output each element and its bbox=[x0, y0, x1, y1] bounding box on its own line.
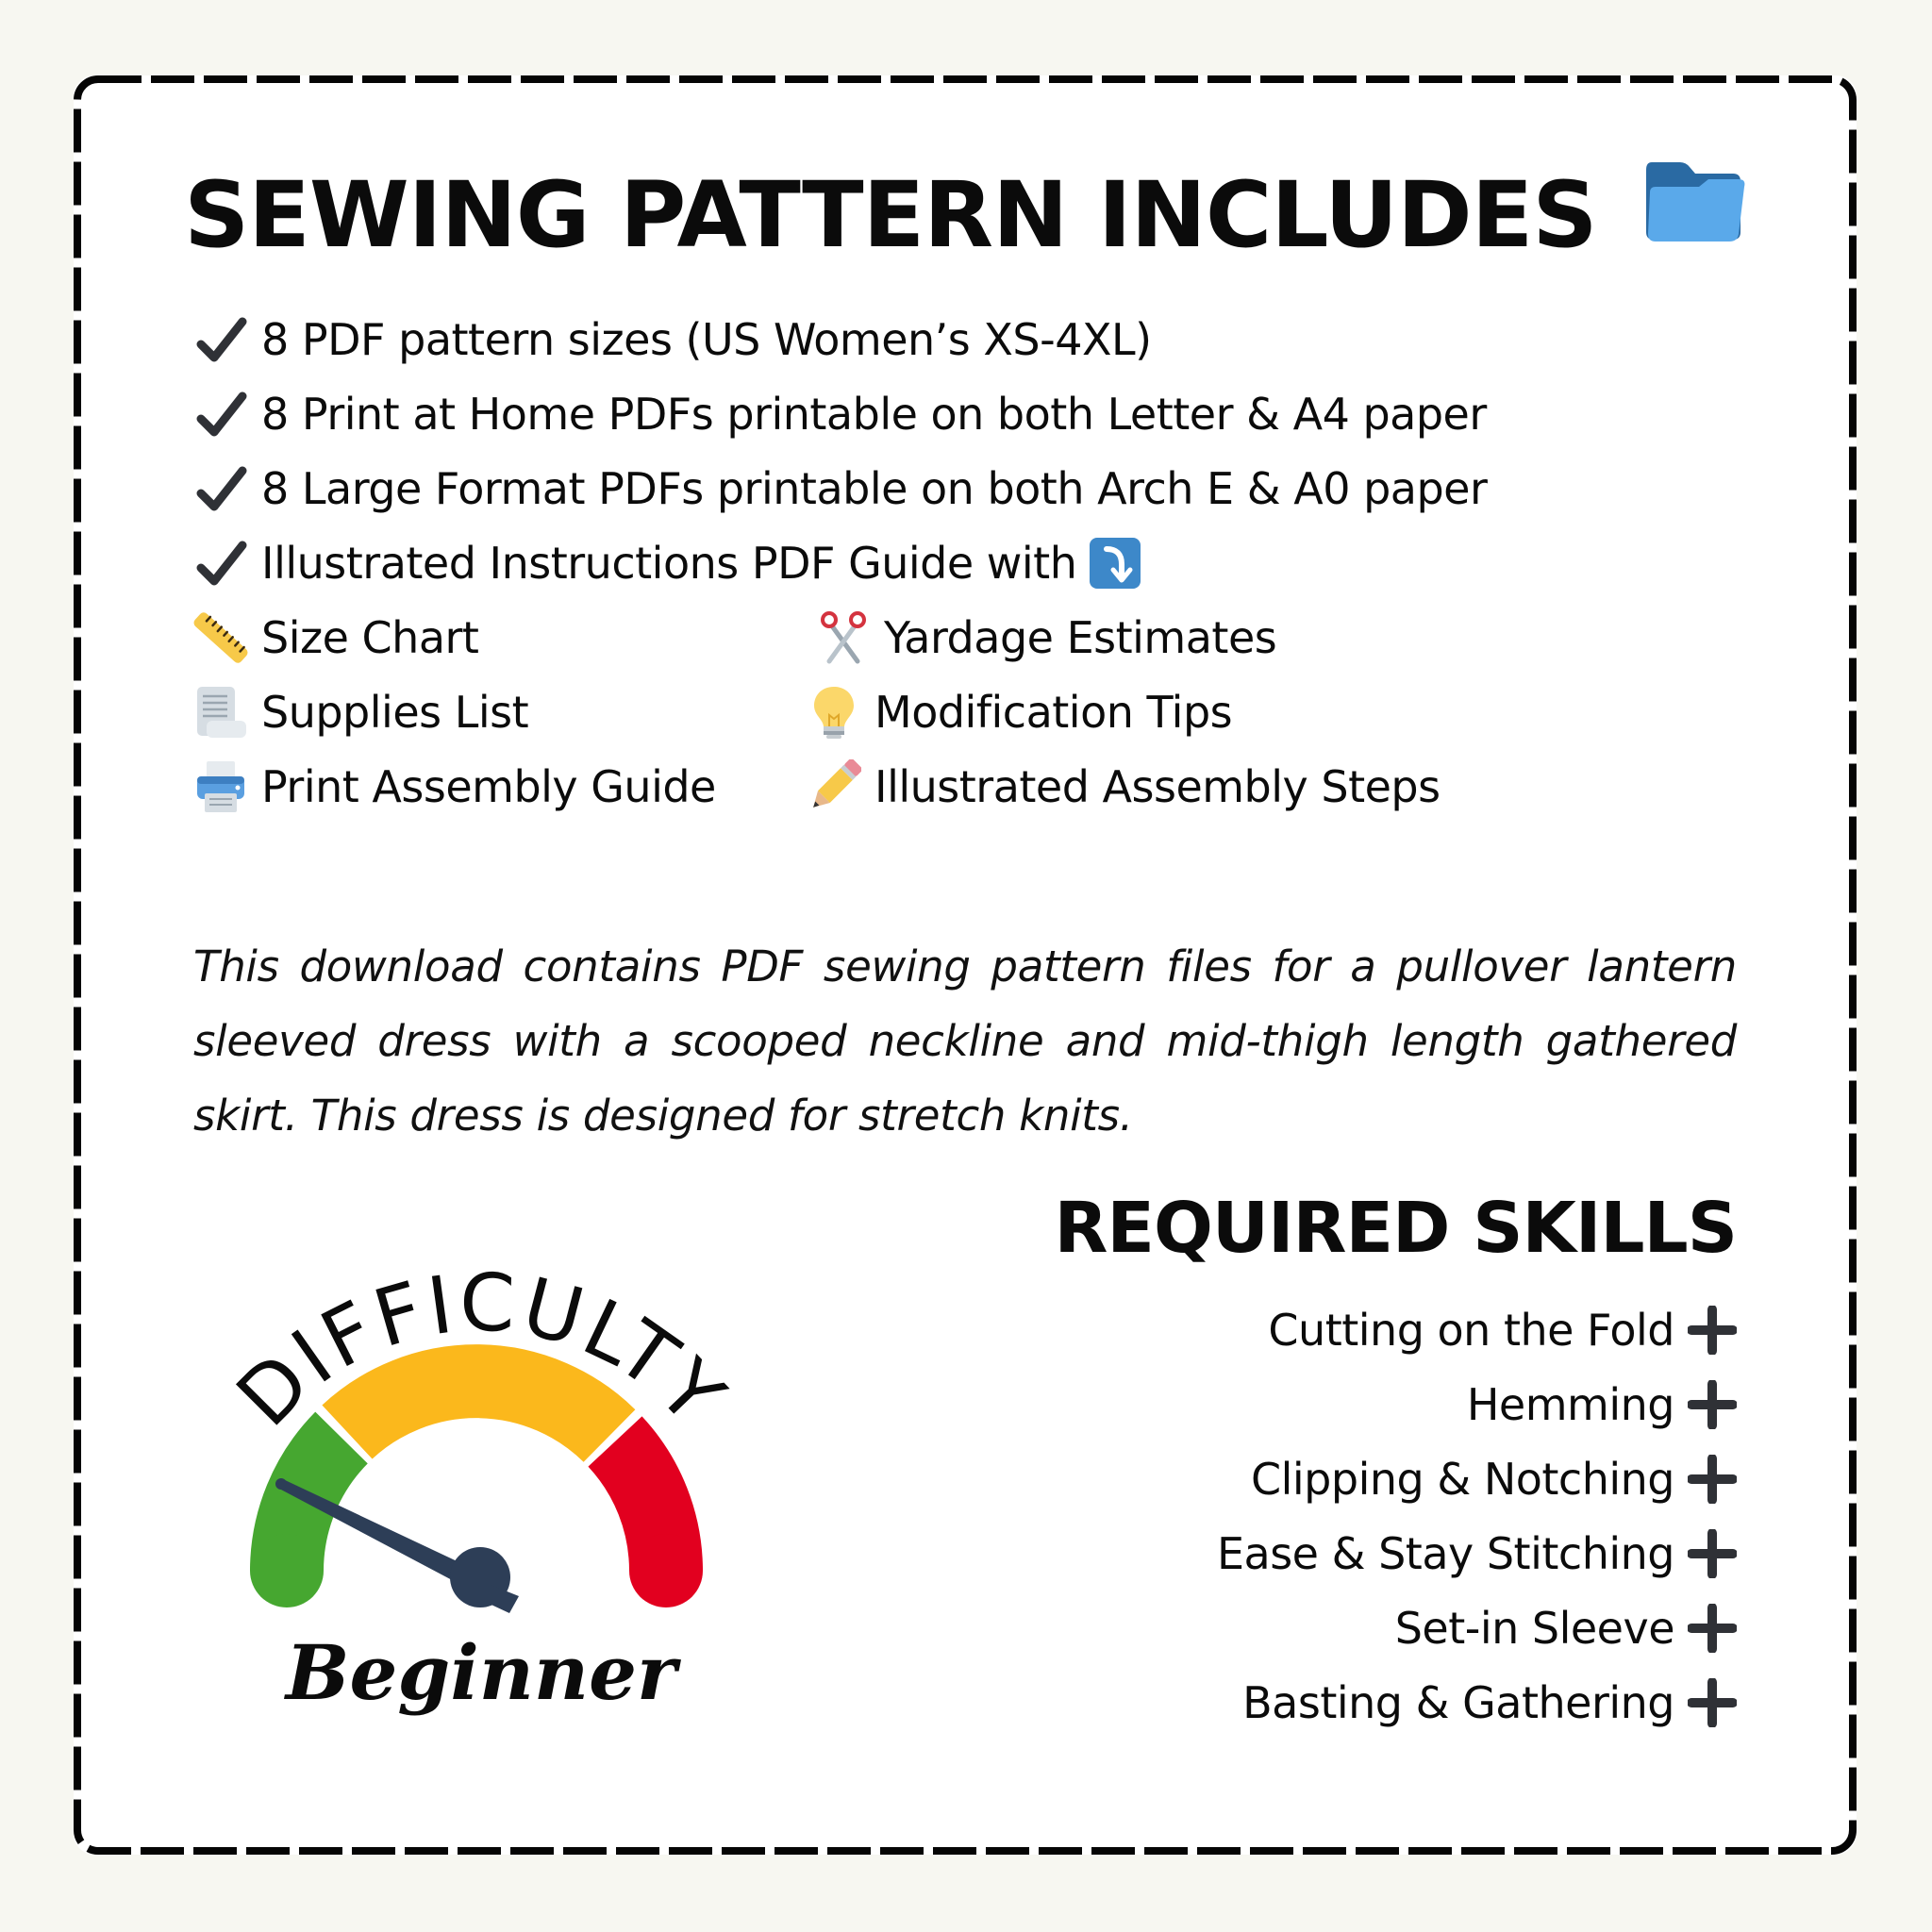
skill-item bbox=[1217, 1665, 1737, 1740]
pattern-description: This download contains PDF sewing pattern files for a pullover lantern sleeved dress with a scooped neckline and mid-thigh length gathered skirt. This dress is designed for stretch knits. bbox=[193, 941, 1737, 1141]
skill-item bbox=[1217, 1441, 1737, 1516]
list-item bbox=[193, 451, 1487, 525]
page-title bbox=[0, 158, 1932, 278]
light-bulb-icon bbox=[807, 685, 861, 740]
list-item bbox=[193, 376, 1487, 451]
list-item-label: Illustrated Instructions PDF Guide with bbox=[261, 537, 1077, 589]
guide-item bbox=[807, 749, 1441, 824]
difficulty-heading: DIFFICULTY bbox=[219, 1256, 744, 1444]
list-item bbox=[193, 525, 1487, 600]
guide-item-label: Supplies List bbox=[261, 686, 529, 738]
checkmark-icon bbox=[193, 316, 250, 363]
plus-icon bbox=[1688, 1529, 1737, 1578]
scroll-icon bbox=[193, 685, 248, 740]
printer-icon bbox=[193, 759, 248, 814]
checkmark-icon bbox=[193, 391, 250, 438]
list-item-label: 8 Print at Home PDFs printable on both Letter & A4 paper bbox=[261, 388, 1487, 440]
skill-label: Hemming bbox=[1466, 1378, 1674, 1430]
guide-contents-row bbox=[193, 600, 1487, 675]
pencil-icon bbox=[807, 759, 861, 814]
gauge-medium-segment bbox=[347, 1381, 609, 1436]
guide-item-label: Illustrated Assembly Steps bbox=[874, 760, 1441, 812]
guide-item-label: Yardage Estimates bbox=[884, 611, 1277, 663]
guide-item bbox=[193, 600, 478, 675]
plus-icon bbox=[1688, 1604, 1737, 1653]
skill-label: Ease & Stay Stitching bbox=[1216, 1527, 1674, 1579]
skills-list bbox=[1217, 1292, 1737, 1740]
plus-icon bbox=[1688, 1306, 1737, 1355]
arrow-curving-down-icon bbox=[1088, 536, 1142, 591]
list-item bbox=[193, 302, 1487, 376]
difficulty-level: Beginner bbox=[285, 1628, 677, 1717]
skill-label: Basting & Gathering bbox=[1242, 1676, 1674, 1728]
guide-item bbox=[816, 600, 1276, 675]
skill-label: Cutting on the Fold bbox=[1268, 1304, 1674, 1356]
includes-list bbox=[193, 302, 1487, 824]
skill-item bbox=[1217, 1292, 1737, 1367]
plus-icon bbox=[1688, 1455, 1737, 1504]
skill-item bbox=[1217, 1591, 1737, 1665]
guide-item bbox=[807, 675, 1232, 749]
skill-label: Set-in Sleeve bbox=[1394, 1602, 1674, 1654]
skill-item bbox=[1217, 1367, 1737, 1441]
plus-icon bbox=[1688, 1678, 1737, 1727]
guide-item-label: Modification Tips bbox=[874, 686, 1233, 738]
list-item-label: 8 PDF pattern sizes (US Women’s XS-4XL) bbox=[261, 313, 1152, 365]
ruler-icon bbox=[193, 610, 248, 665]
checkmark-icon bbox=[193, 465, 250, 512]
guide-item bbox=[193, 749, 716, 824]
guide-item-label: Size Chart bbox=[261, 611, 479, 663]
page-title-text: SEWING PATTERN INCLUDES bbox=[184, 162, 1597, 268]
scissors-icon bbox=[816, 610, 871, 665]
skill-item bbox=[1217, 1516, 1737, 1591]
checkmark-icon bbox=[193, 540, 250, 587]
skills-title: REQUIRED SKILLS bbox=[1054, 1188, 1737, 1269]
guide-item-label: Print Assembly Guide bbox=[261, 760, 716, 812]
list-item-label: 8 Large Format PDFs printable on both Arch E & A0 paper bbox=[261, 462, 1488, 514]
skill-label: Clipping & Notching bbox=[1251, 1453, 1674, 1505]
plus-icon bbox=[1688, 1380, 1737, 1429]
guide-item bbox=[193, 675, 528, 749]
folder-icon bbox=[1642, 158, 1748, 271]
guide-contents-row bbox=[193, 675, 1487, 749]
guide-contents-row bbox=[193, 749, 1487, 824]
